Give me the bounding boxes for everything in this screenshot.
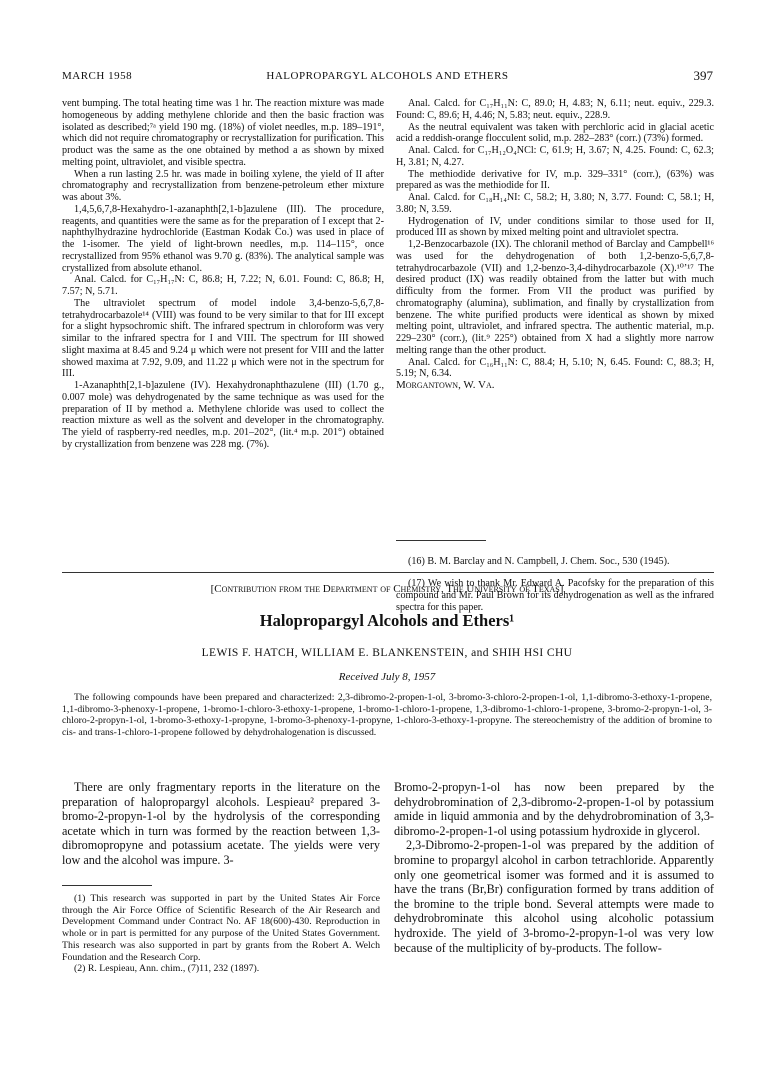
footnote-rule: [62, 885, 152, 886]
place-signature: Morgantown, W. Va.: [396, 379, 495, 391]
header-title: HALOPROPARGYL ALCOHOLS AND ETHERS: [266, 70, 509, 82]
paragraph: Anal. Calcd. for C₁₇H₁₁N: C, 89.0; H, 4.83; N, 6.11; neut. equiv., 229.3. Found: C, 89.6; H, 4.46; N, 5.83; neut. equiv., 228.9.: [396, 98, 714, 121]
contribution-line: [Contribution from the Department of Chemistry, The University of Texas]: [210, 583, 564, 595]
received-date: Received July 8, 1957: [338, 671, 436, 683]
paragraph: 2,3-Dibromo-2-propen-1-ol was prepared by the addition of bromine to propargyl alcohol in carbon tetrachloride. Apparently only one geometrical isomer was formed and it is assumed to have the trans (Br,Br) configuration formed by trans addition of the bromine to the triple bond. Several attempts were made to dehydrobrominate this alcohol using alcoholic potassium hydroxide. The yield of 3-bromo-2-propyn-1-ol was very low because of the multiplicity of by-products. The follow-: [394, 838, 714, 955]
paragraph: The methiodide derivative for IV, m.p. 329–331° (corr.), (63%) was prepared as was the methiodide for II.: [396, 168, 714, 192]
article-title: Halopropargyl Alcohols and Ethers¹: [259, 611, 515, 630]
body-left-column: [62, 780, 380, 868]
paragraph: 1,2-Benzocarbazole (IX). The chloranil method of Barclay and Campbell¹⁶ was used for the dehydrogenation of both 1,2-benzo-5,6,7,8-tetrahydrocarbazole (VII) and 1,2-benzo-3,4-dihydrocarbazole (X).¹⁰ʼ¹⁷ The desired product (IX) was readily obtained from the latter but with much difficulty from the former. From VII the product was purified by chromatography (alumina), sublimation, and finally by crystallization from benzene. The white purified products were identical as shown by mixed melting point, ultraviolet, and infrared spectra. The authentic material, m.p. 229–230° (corr.), (lit.⁹ 225°) obtained from X had a slightly more narrow melting range than the other product.: [396, 239, 714, 356]
paragraph: Anal. Calcd. for C₁₆H₁₁N: C, 88.4; H, 5.10; N, 6.45. Found: C, 88.3; H, 5.19; N, 6.34.: [396, 356, 714, 380]
footnote-rule: [396, 540, 486, 541]
paragraph: Anal. Calcd. for C₁₇H₁₂O₄NCl: C, 61.9; H, 3.67; N, 4.25. Found: C, 62.3; H, 3.81; N, 4.27.: [396, 145, 714, 168]
paragraph: Hydrogenation of IV, under conditions similar to those used for II, produced III as shown by mixed melting point and ultraviolet spectra.: [396, 215, 714, 239]
footnote: (1) This research was supported in part by the United States Air Force through the Air Force Office of Scientific Research of the Air Research and Development Command under Contract No. AF 18(600)-430. Reproduction in whole or in part is permitted for any purpose of the United States Government. This research was also supported in part by grants from the Robert A. Welch Foundation and the Research Corp.: [62, 893, 380, 963]
footnote: (16) B. M. Barclay and N. Campbell, J. Chem. Soc., 530 (1945).: [408, 556, 670, 568]
section-divider: [62, 572, 714, 573]
paragraph: Anal. Calcd. for C₁₈H₁₄NI: C, 58.2; H, 3.80; N, 3.77. Found: C, 58.1; H, 3.80; N, 3.59.: [396, 192, 714, 215]
body-right-column: [394, 780, 714, 955]
paragraph: When a run lasting 2.5 hr. was made in boiling xylene, the yield of II after chromatography and recrystallization from benzene-petroleum ether mixture was about 3%.: [62, 168, 384, 203]
page-number: 397: [693, 68, 713, 83]
running-header: [62, 70, 713, 86]
paragraph: Bromo-2-propyn-1-ol has now been prepared by the dehydrobromination of 2,3-dibromo-2-propen-1-ol by potassium amide in liquid ammonia and by the dehydrobromination of 3,3-dibromo-2-propen-1-ol using potassium hydroxide in glycerol.: [394, 780, 714, 838]
paragraph: vent bumping. The total heating time was 1 hr. The reaction mixture was made homogeneous by adding methylene chloride and then the basic fraction was isolated as described;⁷ᵃ yield 190 mg. (18%) of violet needles, m.p. 189–191°, which did not require chromatography or recrystallization for purification. This product was the same as the one obtained by method a as shown by mixed melting point, ultraviolet, and visible spectra.: [62, 98, 384, 168]
header-date: MARCH 1958: [62, 70, 133, 82]
paragraph: 1,4,5,6,7,8-Hexahydro-1-azanaphth[2,1-b]azulene (III). The procedure, reagents, and quantities were the same as for the preparation of I except that 2-naphthylhydrazine hydrochloride (Eastman Kodak Co.) was used in place of the 1-isomer. The yield of light-brown needles, m.p. 114–115°, once recrystallized from 95% ethanol was 9.70 g. (83%). The analytical sample was crystallized from absolute ethanol.: [62, 203, 384, 274]
abstract-text: The following compounds have been prepared and characterized: 2,3-dibromo-2-propen-1-ol, 3-bromo-3-chloro-2-propen-1-ol, 1,1-dibromo-3-ethoxy-1-propene, 1,1-dibromo-3-phenoxy-1-propene, 1-bromo-1-chloro-3-ethoxy-1-propene, 1-bromo-1-chloro-1-propene, 1,3-dibromo-1-chloro-1-propene, 3-bromo-2-propyn-1-ol, 3-chloro-2-propyn-1-ol, 1-bromo-3-ethoxy-1-propyne, 1-bromo-3-phenoxy-1-propyne, 1-chloro-3-ethoxy-1-propyne. The stereochemistry of the addition of bromine to cis- and trans-1-chloro-1-propene followed by dehydrohalogenation is discussed.: [62, 692, 712, 738]
paragraph: There are only fragmentary reports in the literature on the preparation of halopropargyl alcohols. Lespieau² prepared 3-bromo-2-propyn-1-ol by the hydrolysis of the corresponding acetate which in turn was formed by the reaction between 1,3-dibromopropyne and potassium acetate. The yields were very low and the alcohol was impure. 3-: [62, 780, 380, 867]
paragraph: Anal. Calcd. for C₁₇H₁₇N: C, 86.8; H, 7.22; N, 6.01. Found: C, 86.8; H, 7.57; N, 5.71.: [62, 274, 384, 297]
top-right-column: [396, 98, 714, 392]
paragraph: 1-Azanaphth[2,1-b]azulene (IV). Hexahydronaphthazulene (III) (1.70 g., 0.007 mole) was dehydrogenated by the same technique as was used for the preparation of II by method a. Methylene chloride was used to collect the reaction mixture as well as the solvent and developer in the chromatography. The yield of raspberry-red needles, m.p. 201–202°, (lit.⁴ m.p. 201°) obtained by crystallization from benzene was 228 mg. (7%).: [62, 380, 384, 450]
footnote: (17) We wish to thank Mr. Edward A. Pacofsky for the preparation of this compound and Mr. Paul Brown for its dehydrogenation as well as the infrared spectra for this paper.: [396, 578, 714, 613]
abstract: [62, 692, 712, 738]
paragraph: As the neutral equivalent was taken with perchloric acid in glacial acetic acid a reddish-orange flocculent solid, m.p. 282–283° (corr.) (73%) formed.: [396, 121, 714, 145]
bottom-footnotes: [62, 893, 380, 975]
top-left-column: [62, 98, 384, 451]
footnote: (2) R. Lespieau, Ann. chim., (7)11, 232 (1897).: [74, 963, 260, 975]
paragraph: The ultraviolet spectrum of model indole 3,4-benzo-5,6,7,8-tetrahydrocarbazole¹⁴ (VIII) was found to be very similar to that for III except for a slight hypsochromic shift. The infrared spectrum in chloroform was very similar to the infrared spectra for I and VIII. The spectrum for III showed slight maxima at 8.45 and 9.24 μ which were not present for VIII and the latter showed maxima at 7.92, 9.09, and 11.22 μ which were not in the spectrum for III.: [62, 297, 384, 380]
authors: LEWIS F. HATCH, WILLIAM E. BLANKENSTEIN, and SHIH HSI CHU: [201, 647, 573, 659]
